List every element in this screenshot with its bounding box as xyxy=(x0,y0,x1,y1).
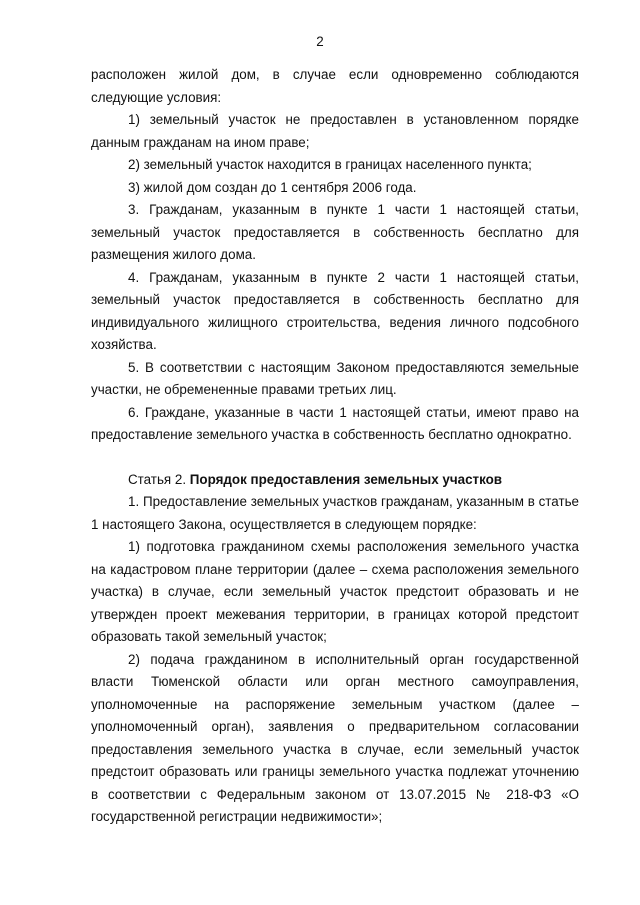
section-gap xyxy=(91,447,579,469)
article-title: Порядок предоставления земельных участков xyxy=(189,471,503,487)
document-body xyxy=(91,64,579,829)
paragraph: 1. Предоставление земельных участков гражданам, указанным в статье 1 настоящего Закона, осуществляется в следующем порядке: xyxy=(91,494,579,532)
paragraph: 1) подготовка гражданином схемы расположения земельного участка на кадастровом плане территории (далее – схема расположения земельного участка) в случае, если земельный участок предстоит образовать и не утвержден проект межевания территории, в границах которой предстоит образовать такой земельный участок; xyxy=(91,539,579,644)
paragraph: 2) земельный участок находится в границах населенного пункта; xyxy=(128,157,532,172)
paragraph: 1) земельный участок не предоставлен в установленном порядке данным гражданам на ином праве; xyxy=(91,112,579,150)
article-2-body xyxy=(91,491,579,829)
article-label: Статья 2. xyxy=(128,471,187,487)
paragraph: расположен жилой дом, в случае если одновременно соблюдаются следующие условия: xyxy=(91,67,579,105)
page-number: 2 xyxy=(316,34,324,49)
article-1-continuation xyxy=(91,64,579,447)
paragraph: 6. Граждане, указанные в части 1 настоящей статьи, имеют право на предоставление земельного участка в собственность бесплатно однократно. xyxy=(91,404,579,442)
paragraph: 3. Гражданам, указанным в пункте 1 части 1 настоящей статьи, земельный участок предоставляется в собственность бесплатно для размещения жилого дома. xyxy=(91,202,579,262)
paragraph: 3) жилой дом создан до 1 сентября 2006 года. xyxy=(128,179,417,195)
paragraph: 5. В соответствии с настоящим Законом предоставляются земельные участки, не обремененные правами третьих лиц. xyxy=(91,359,579,397)
article-heading xyxy=(91,469,579,492)
paragraph: 4. Гражданам, указанным в пункте 2 части 1 настоящей статьи, земельный участок предоставляется в собственность бесплатно для индивидуального жилищного строительства, ведения личного подсобного хозяйства. xyxy=(91,269,579,352)
paragraph: 2) подача гражданином в исполнительный орган государственной власти Тюменской области или орган местного самоуправления, уполномоченные на распоряжение земельным участком (далее – уполномоченный орган), заявления о предварительном согласовании предоставления земельного участка в случае, если земельный участок предстоит образовать или границы земельного участка подлежат уточнению в соответствии с Федеральным законом от 13.07.2015 № 218-ФЗ «О государственной регистрации недвижимости»; xyxy=(91,651,579,824)
